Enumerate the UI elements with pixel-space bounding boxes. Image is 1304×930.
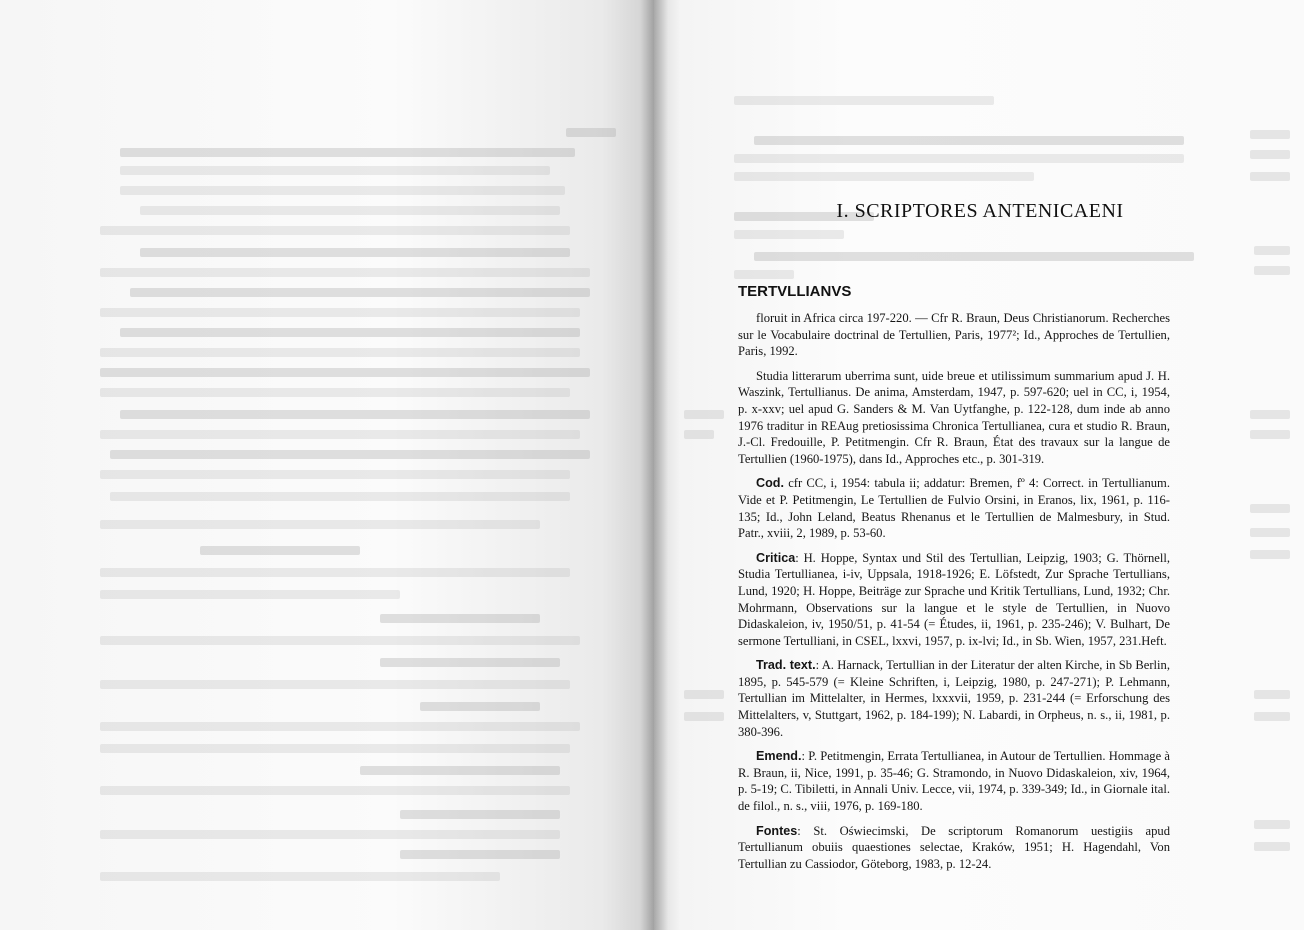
paragraph-floruit (738, 310, 1170, 360)
paragraph-text: Studia litterarum uberrima sunt, uide breue et utilissimum summarium apud J. H. Waszink, Tertullianus. De anima, Amsterdam, 1947, p. 597-620; uel in CC, i, 1954, p. x-xxv; uel apud G. Sanders & M. Van Uytfanghe, p. 122-128, dum inde ab anno 1976 traditur in REAug pretiosissima Chronica Tertullianea, cura et studio R. Braun, J.-Cl. Fredouille, P. Petitmengin. Cfr R. Braun, État des travaux sur la langue de Tertullien (1960-1975), dans Id., Approches etc., p. 301-319. (738, 368, 1170, 466)
paragraph-fontes (738, 823, 1170, 873)
paragraph-text: floruit in Africa circa 197-220. — Cfr R. Braun, Deus Christianorum. Recherches sur le Vocabulaire doctrinal de Tertullien, Paris, 1977²; Id., Approches de Tertullien, Paris, 1992. (738, 311, 1170, 359)
paragraph-label: Trad. text. (756, 658, 816, 673)
section-heading: I. SCRIPTORES ANTENICAENI (836, 200, 1124, 222)
book-gutter (640, 0, 668, 930)
paragraph-studia (738, 368, 1170, 468)
entry-body (738, 310, 1170, 880)
paragraph-critica (738, 550, 1170, 650)
paragraph-trad-text (738, 657, 1170, 740)
author-heading: TERTVLLIANVS (738, 283, 852, 300)
paragraph-text: : A. Harnack, Tertullian in der Literatur der alten Kirche, in Sb Berlin, 1895, p. 545-579 (= Kleine Schriften, i, Leipzig, 1980, p. 247-271); P. Lehmann, Tertullian im Mittelalter, in Hermes, lxxxvii, 1959, p. 231-244 (= Erforschung des Mittelalters, v, Stuttgart, 1962, p. 184-199); N. Labardi, in Orpheus, n. s., ii, 1981, p. 380-396. (738, 658, 1170, 739)
paragraph-emend (738, 748, 1170, 814)
paragraph-text: : St. Oświecimski, De scriptorum Romanorum uestigiis apud Tertullianum obuiis quaestiones selectae, Kraków, 1951; H. Hagendahl, Von Tertullian zu Cassiodor, Göteborg, 1983, p. 12-24. (738, 823, 1170, 871)
paragraph-text: : H. Hoppe, Syntax und Stil des Tertullian, Leipzig, 1903; G. Thörnell, Studia Tertullianea, i-iv, Uppsala, 1918-1926; E. Löfstedt, Zur Sprache Tertullians, Lund, 1920; H. Hoppe, Beiträge zur Sprache und Kritik Tertullians, Lund, 1932; Chr. Mohrmann, Observations sur la langue et le style de Tertullien, in Nuovo Didaskaleion, iv, 1950/51, p. 41-54 (= Études, ii, 1961, p. 235-246); V. Bulhart, De sermone Tertulliani, in CSEL, lxxvi, 1957, p. ix-lvi; Id., in Sb. Wien, 1957, 231.Heft. (738, 550, 1170, 648)
paragraph-codices (738, 475, 1170, 541)
paragraph-label: Cod. (756, 476, 784, 491)
paragraph-label: Emend. (756, 749, 802, 764)
paragraph-label: Critica (756, 550, 796, 565)
paragraph-text: : P. Petitmengin, Errata Tertullianea, in Autour de Tertullien. Hommage à R. Braun, ii, Nice, 1991, p. 35-46; G. Stramondo, in Nuovo Didaskaleion, xiv, 1964, p. 5-19; C. Tibiletti, in Annali Univ. Lecce, vii, 1974, p. 339-349; Id., in Giornale ital. de filol., n. s., viii, 1976, p. 169-180. (738, 749, 1170, 814)
paragraph-text: cfr CC, i, 1954: tabula ii; addatur: Bremen, fº 4: Correct. in Tertullianum. Vide et P. Petitmengin, Le Tertullien de Fulvio Orsini, in Eranos, lix, 1961, p. 116-135; Id., John Leland, Beatus Rhenanus et le Tertullien de Malmesbury, in Stud. Patr., xviii, 2, 1989, p. 53-60. (738, 476, 1170, 541)
paragraph-label: Fontes (756, 823, 798, 838)
